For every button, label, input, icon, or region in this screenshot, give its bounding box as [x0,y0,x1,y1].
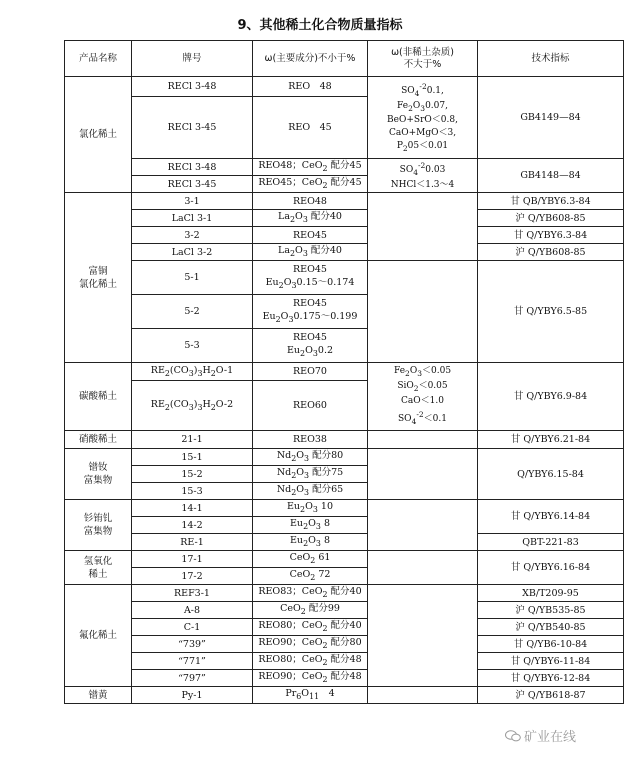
grade-cell: 15-1 [132,449,253,466]
grade-cell: REF3-1 [132,585,253,602]
main-cell: REO80；CeO$_2$ 配分48 [253,653,368,670]
grade-cell: RECl 3-45 [132,176,253,193]
header-product: 产品名称 [65,41,132,77]
grade-cell: 15-3 [132,483,253,500]
table-row [65,431,624,449]
grade-cell: 5-3 [132,329,253,363]
table-row [65,653,624,670]
impurity-cell [368,363,478,431]
main-cell: REO45；CeO$_2$ 配分45 [253,176,368,193]
group-name-label: 富集物 [83,526,113,537]
impurity-line: $SO_4^{-2}0.1$, [401,81,444,98]
group-name-label: 稀土 [88,568,108,580]
standard-cell: 沪 Q/YB608-85 [478,244,624,261]
main-cell: $Eu_2O_3$ 8 [253,517,368,534]
grade-cell: 17-1 [132,551,253,568]
header-grade: 牌号 [132,41,253,77]
main-cell: $Nd_2O_3$ 配分80 [253,449,368,466]
impurity-cell [368,449,478,500]
table-row [65,670,624,687]
impurity-line: SiO$_2$＜0.05 [397,381,448,393]
impurity-cell [368,159,478,193]
impurity-cell [368,500,478,551]
main-line: REO45 [293,332,327,344]
main-cell: REO60 [253,381,368,431]
grade-cell: 14-1 [132,500,253,517]
table-row [65,585,624,602]
main-cell: $La_2O_3$ 配分40 [253,244,368,261]
main-line: REO45 [293,264,327,276]
main-cell: REO 48 [253,77,368,97]
watermark-text: 矿业在线 [524,730,577,745]
group-name [65,363,132,431]
table-row [65,227,624,244]
standard-cell: 甘 Q/YBY6.21-84 [478,431,624,449]
main-cell [253,261,368,295]
group-name [65,449,132,500]
main-cell: CeO$_2$ 72 [253,568,368,585]
table-row [65,500,624,517]
impurity-line: CaO+MgO＜3, [388,128,457,139]
group-name-label: 氯化稀土 [78,129,117,140]
table-row [65,261,624,295]
table-row [65,244,624,261]
group-name-label: 镨黄 [88,689,108,701]
impurity-line: $SO_4^{-2}0.03$ [399,161,446,177]
main-line: REO45 [293,298,327,310]
standard-cell: 甘 Q/YBY6-12-84 [478,670,624,687]
group-name-label: 氢氧化 [83,555,113,567]
table-row [65,636,624,653]
main-line: $Eu_2O_30.2$ [286,345,334,358]
standard-cell: 甘 Q/YBY6.5-85 [478,261,624,363]
standard-cell: 甘 Q/YBY6-11-84 [478,653,624,670]
group-name-label: 氟化稀土 [78,630,117,641]
table-row [65,551,624,568]
group-name [65,431,132,449]
table-row [65,193,624,210]
table-row [65,619,624,636]
group-name-label: 富铜 [88,265,108,277]
standard-cell: 甘 Q/YBY6.16-84 [478,551,624,585]
standard-cell: GB4149—84 [478,77,624,159]
standard-cell: QBT-221-83 [478,534,624,551]
grade-cell: RECl 3-48 [132,159,253,176]
table-row [65,363,624,381]
grade-cell: 5-2 [132,295,253,329]
table-row [65,602,624,619]
header-standard: 技术指标 [478,41,624,77]
impurity-cell [368,193,478,261]
grade-cell: 15-2 [132,466,253,483]
table-row [65,687,624,704]
main-cell: $Pr_6O_{11}$ 4 [253,687,368,704]
standard-cell: 沪 Q/YB540-85 [478,619,624,636]
impurity-line: $P_205<0.01$ [396,141,449,154]
group-name [65,193,132,363]
grade-cell: “797” [132,670,253,687]
impurity-line: $SO_4^{-2}<0.1$ [398,409,447,426]
main-line: $Eu_2O_30.175\sim 0.199$ [262,311,358,324]
main-cell: REO83；CeO$_2$ 配分40 [253,585,368,602]
grade-cell: 17-2 [132,568,253,585]
main-cell: REO70 [253,363,368,381]
grade-cell: $RE_2(CO_3)_3H_2O-1$ [132,363,253,381]
standard-cell: Q/YBY6.15-84 [478,449,624,500]
grade-cell: RECl 3-48 [132,77,253,97]
header-impurity-line1: ω(非稀土杂质) [391,46,454,58]
grade-cell: $RE_2(CO_3)_3H_2O-2$ [132,381,253,431]
impurity-cell [368,261,478,363]
group-name-label: 硝酸稀土 [78,434,117,445]
impurity-cell [368,687,478,704]
main-cell: $Eu_2O_3$ 8 [253,534,368,551]
impurity-cell [368,77,478,159]
grade-cell: LaCl 3-2 [132,244,253,261]
group-name [65,687,132,704]
main-cell: REO38 [253,431,368,449]
standard-cell: 甘 Q/YBY6.9-84 [478,363,624,431]
group-name [65,77,132,193]
header-main: ω(主要成分)不小于% [253,41,368,77]
grade-cell: RECl 3-45 [132,97,253,159]
standard-cell: 沪 Q/YB535-85 [478,602,624,619]
impurity-cell [368,551,478,585]
main-cell: REO80；CeO$_2$ 配分40 [253,619,368,636]
impurity-line: CaO＜1.0 [401,395,444,406]
impurity-line: BeO+SrO＜0.8, [387,115,458,126]
grade-cell: “771” [132,653,253,670]
main-cell: $Eu_2O_3$ 10 [253,500,368,517]
standard-cell: GB4148—84 [478,159,624,193]
header-impurity-line2: 不大于% [403,58,442,70]
wechat-icon [505,730,521,742]
main-cell: REO45 [253,227,368,244]
impurity-line: NHCl＜1.3～4 [390,179,455,190]
grade-cell: “739” [132,636,253,653]
main-cell: CeO$_2$ 配分99 [253,602,368,619]
group-name-label: 富集物 [83,475,113,486]
standard-cell: 沪 Q/YB618-87 [478,687,624,704]
main-cell [253,295,368,329]
impurity-line: $Fe_2O_30.07$, [397,100,448,113]
header-row [65,41,624,77]
impurity-cell [368,431,478,449]
grade-cell: 3-2 [132,227,253,244]
grade-cell: 21-1 [132,431,253,449]
group-name-label: 碳酸稀土 [78,391,117,402]
main-cell [253,329,368,363]
group-name-label: 镨钕 [88,462,108,473]
grade-cell: 14-2 [132,517,253,534]
main-cell: CeO$_2$ 61 [253,551,368,568]
group-name-label: 氯化稀土 [78,278,117,290]
group-name [65,500,132,551]
quality-index-table [64,40,624,704]
main-cell: REO48 [253,193,368,210]
grade-cell: RE-1 [132,534,253,551]
impurity-line: $Fe_2O_3<0.05$ [393,366,452,379]
header-impurity [368,41,478,77]
grade-cell: 3-1 [132,193,253,210]
main-cell: REO90；CeO$_2$ 配分80 [253,636,368,653]
group-name [65,585,132,687]
grade-cell: A-8 [132,602,253,619]
standard-cell: XB/T209-95 [478,585,624,602]
main-line: $Eu_2O_30.15\sim 0.174$ [265,277,355,290]
main-cell: REO48；CeO$_2$ 配分45 [253,159,368,176]
grade-cell: 5-1 [132,261,253,295]
main-cell: $Nd_2O_3$ 配分65 [253,483,368,500]
standard-cell: 甘 Q/YBY6.3-84 [478,227,624,244]
table-row [65,534,624,551]
main-cell: $Nd_2O_3$ 配分75 [253,466,368,483]
group-name [65,551,132,585]
standard-cell: 甘 Q/YBY6.14-84 [478,500,624,534]
main-cell: $La_2O_3$ 配分40 [253,210,368,227]
impurity-cell [368,585,478,687]
main-cell: REO90；CeO$_2$ 配分48 [253,670,368,687]
table-row [65,159,624,176]
table-row [65,77,624,97]
table-row [65,210,624,227]
standard-cell: 沪 Q/YB608-85 [478,210,624,227]
standard-cell: 甘 Q/YB6-10-84 [478,636,624,653]
grade-cell: C-1 [132,619,253,636]
watermark [505,726,576,745]
standard-cell: 甘 QB/YBY6.3-84 [478,193,624,210]
table-row [65,449,624,466]
page-title: 9、其他稀土化合物质量指标 [237,18,403,33]
main-cell: REO 45 [253,97,368,159]
group-name-label: 钐铕钆 [83,513,113,524]
grade-cell: Py-1 [132,687,253,704]
grade-cell: LaCl 3-1 [132,210,253,227]
